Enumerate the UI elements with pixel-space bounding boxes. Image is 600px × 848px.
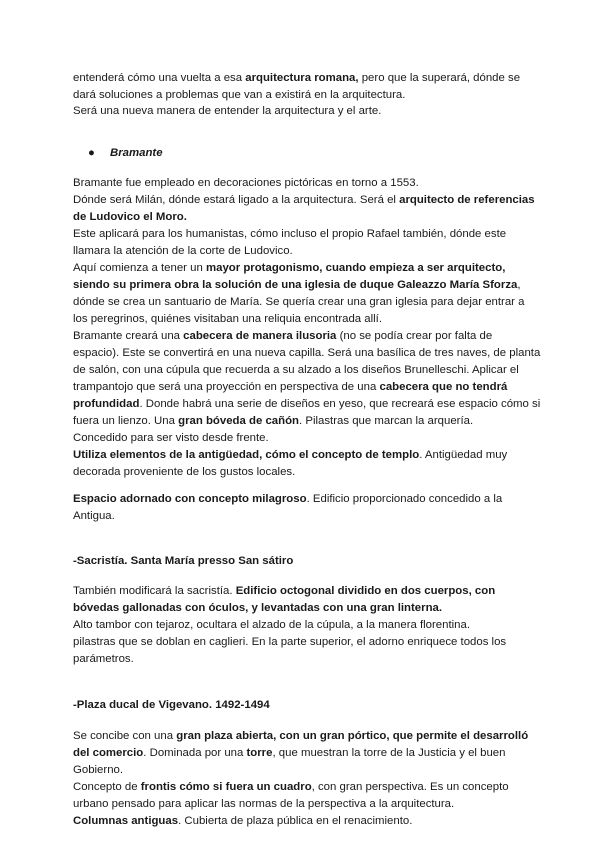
paragraph-line: Columnas antiguas. Cubierta de plaza pública en el renacimiento. [73,815,413,827]
paragraph-line: fuera un lienzo. Una gran bóveda de cañón. Pilastras que marcan la arquería. [73,415,474,427]
paragraph-line: Dónde será Milán, dónde estará ligado a la arquitectura. Será el arquitecto de referencias [73,194,535,206]
paragraph-line: dónde se crea un santuario de María. Se quería crear una gran iglesia para dejar entrar a [73,296,525,308]
paragraph-line: Antigua. [73,510,115,522]
paragraph-line: pilastras que se doblan en caglieri. En la parte superior, el adorno enriquece todos los [73,636,507,648]
paragraph-line: Espacio adornado con concepto milagroso. Edificio proporcionado concedido a la [73,493,503,505]
paragraph-line: trampantojo que será una proyección en perspectiva de una cabecera que no tendrá [73,381,508,393]
paragraph-line: Bramante fue empleado en decoraciones pictóricas en torno a 1553. [73,177,419,189]
paragraph-line: Este aplicará para los humanistas, cómo incluso el propio Rafael también, dónde este [73,228,507,240]
paragraph-line: de Ludovico el Moro. [73,211,187,223]
paragraph-line: Bramante creará una cabecera de manera ilusoria (no se podía crear por falta de [73,330,493,342]
paragraph-line: También modificará la sacristía. Edificio octogonal dividido en dos cuerpos, con [73,585,496,597]
paragraph-line: de salón, con una cúpula que recuerda a su alzado a los diseños Brunelleschi. Aplicar el [73,364,519,376]
sacristia-heading: -Sacristía. Santa María presso San sátiro [73,555,294,567]
paragraph-line: los peregrinos, quiénes visitaban una reliquia encontrada allí. [73,313,383,325]
bramante-heading: ● Bramante [88,145,163,162]
paragraph-line: del comercio. Dominada por una torre, que muestran la torre de la Justicia y el buen [73,747,506,759]
intro-line-2: dará soluciones a problemas que van a existirá en la arquitectura. [73,89,406,101]
bullet-icon: ● [88,147,95,159]
intro-line-1: entenderá cómo una vuelta a esa arquitectura romana, pero que la superará, dónde se [73,72,521,84]
paragraph-line: siendo su primera obra la solución de una iglesia de duque Galeazzo María Sforza, [73,279,521,291]
paragraph-line: Utiliza elementos de la antigüedad, cómo el concepto de templo. Antigüedad muy [73,449,508,461]
paragraph-line: profundidad. Donde habrá una serie de diseños en yeso, que recreará ese espacio cómo si [73,398,541,410]
paragraph-line: decorada proveniente de los gustos locales. [73,466,296,478]
paragraph-line: Gobierno. [73,764,124,776]
paragraph-line: Concedido para ser visto desde frente. [73,432,269,444]
plaza-heading: -Plaza ducal de Vigevano. 1492-1494 [73,699,270,711]
paragraph-line: espacio). Este se convertirá en una nueva capilla. Será una basílica de tres naves, de planta [73,347,541,359]
intro-line-3: Será una nueva manera de entender la arquitectura y el arte. [73,105,382,117]
paragraph-line: Concepto de frontis cómo si fuera un cuadro, con gran perspectiva. Es un concepto [73,781,509,793]
paragraph-line: Alto tambor con tejaroz, ocultara el alzado de la cúpula, a la manera florentina. [73,619,471,631]
paragraph-line: parámetros. [73,653,134,665]
paragraph-line: Aquí comienza a tener un mayor protagonismo, cuando empieza a ser arquitecto, [73,262,506,274]
paragraph-line: llamara la atención de la corte de Ludovico. [73,245,293,257]
paragraph-line: bóvedas gallonadas con óculos, y levantadas con una gran linterna. [73,602,443,614]
paragraph-line: Se concibe con una gran plaza abierta, con un gran pórtico, que permite el desarrolló [73,730,529,742]
paragraph-line: urbano pensado para aplicar las normas de la perspectiva a la arquitectura. [73,798,455,810]
